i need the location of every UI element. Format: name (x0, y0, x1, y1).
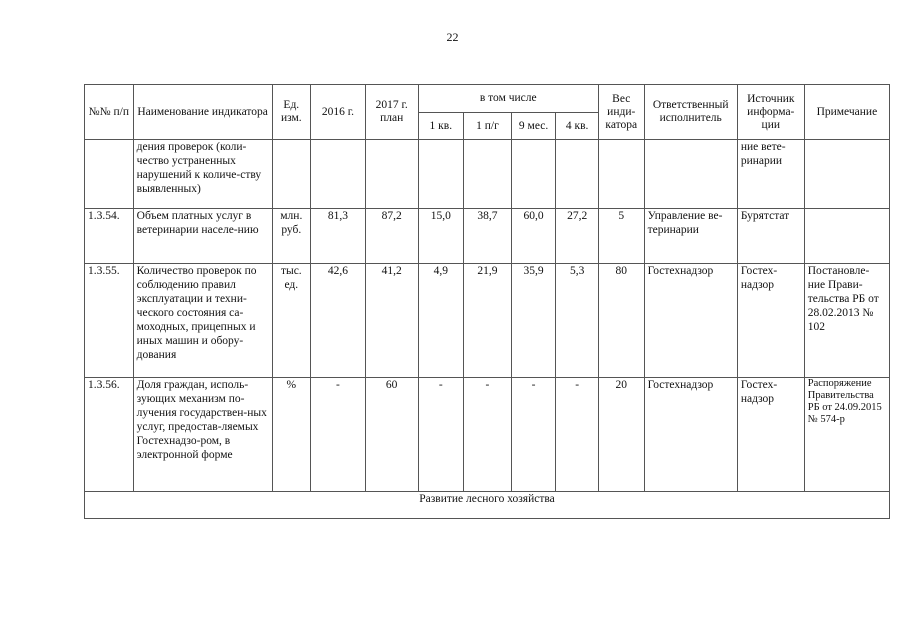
cell-q4: 5,3 (556, 264, 599, 378)
cell-q4 (556, 140, 599, 209)
cell-9m (511, 140, 556, 209)
header-responsible: Ответственный исполнитель (644, 85, 737, 140)
cell-source: Гостех-надзор (737, 264, 804, 378)
header-unit: Ед. изм. (272, 85, 311, 140)
cell-weight: 80 (598, 264, 644, 378)
header-name: Наименование индикатора (133, 85, 272, 140)
cell-2017 (365, 140, 418, 209)
cell-h1: 21,9 (464, 264, 512, 378)
section-row (85, 492, 890, 519)
cell-source: Гостех-надзор (737, 378, 804, 492)
cell-unit (272, 140, 311, 209)
cell-weight (598, 140, 644, 209)
cell-h1: - (464, 378, 512, 492)
indicator-table (84, 84, 890, 519)
cell-h1: 38,7 (464, 209, 512, 264)
cell-responsible (644, 140, 737, 209)
cell-unit: млн. руб. (272, 209, 311, 264)
table-row (85, 264, 890, 378)
cell-source: ние вете-ринарии (737, 140, 804, 209)
cell-name: Количество проверок по соблюдению правил эксплуатации и техни-ческого состояния са-моходных, прицепных и иных машин и обору-дования (133, 264, 272, 378)
page-number: 22 (446, 30, 459, 44)
cell-note: Распоряжение Правительства РБ от 24.09.2015 № 574-р (804, 378, 889, 492)
header-note: Примечание (804, 85, 889, 140)
header-9m: 9 мес. (511, 113, 556, 140)
cell-2017: 87,2 (365, 209, 418, 264)
cell-name: дения проверок (коли-чество устраненных нарушений к количе-ству выявленных) (133, 140, 272, 209)
cell-unit: % (272, 378, 311, 492)
cell-2016 (311, 140, 366, 209)
cell-note: Постановле-ние Прави-тельства РБ от 28.02.2013 № 102 (804, 264, 889, 378)
header-q4: 4 кв. (556, 113, 599, 140)
header-row-top (85, 85, 890, 113)
header-2016: 2016 г. (311, 85, 366, 140)
table-row (85, 378, 890, 492)
cell-h1 (464, 140, 512, 209)
cell-source: Бурятстат (737, 209, 804, 264)
cell-weight: 20 (598, 378, 644, 492)
cell-name: Доля граждан, исполь-зующих механизм по-лучения государствен-ных услуг, предостав-ляемых Гостехнадзо-ром, в электронной форме (133, 378, 272, 492)
header-2017-plan: 2017 г. план (365, 85, 418, 140)
cell-2016: 81,3 (311, 209, 366, 264)
cell-responsible: Гостехнадзор (644, 378, 737, 492)
cell-q4: - (556, 378, 599, 492)
cell-num: 1.3.54. (85, 209, 134, 264)
section-title: Развитие лесного хозяйства (85, 492, 890, 519)
cell-q1 (418, 140, 464, 209)
cell-9m: 35,9 (511, 264, 556, 378)
header-h1: 1 п/г (464, 113, 512, 140)
cell-weight: 5 (598, 209, 644, 264)
cell-note (804, 140, 889, 209)
cell-q4: 27,2 (556, 209, 599, 264)
table-row (85, 140, 890, 209)
cell-2017: 60 (365, 378, 418, 492)
cell-note (804, 209, 889, 264)
cell-2016: - (311, 378, 366, 492)
header-including: в том числе (418, 85, 598, 113)
cell-num: 1.3.56. (85, 378, 134, 492)
header-num: №№ п/п (85, 85, 134, 140)
cell-responsible: Гостехнадзор (644, 264, 737, 378)
header-source: Источник информа-ции (737, 85, 804, 140)
header-q1: 1 кв. (418, 113, 464, 140)
cell-unit: тыс. ед. (272, 264, 311, 378)
cell-2016: 42,6 (311, 264, 366, 378)
cell-num: 1.3.55. (85, 264, 134, 378)
cell-9m: 60,0 (511, 209, 556, 264)
cell-q1: - (418, 378, 464, 492)
cell-responsible: Управление ве-теринарии (644, 209, 737, 264)
cell-name: Объем платных услуг в ветеринарии населе-нию (133, 209, 272, 264)
cell-2017: 41,2 (365, 264, 418, 378)
table-row (85, 209, 890, 264)
header-weight: Вес инди-катора (598, 85, 644, 140)
cell-q1: 15,0 (418, 209, 464, 264)
cell-9m: - (511, 378, 556, 492)
cell-num (85, 140, 134, 209)
cell-q1: 4,9 (418, 264, 464, 378)
